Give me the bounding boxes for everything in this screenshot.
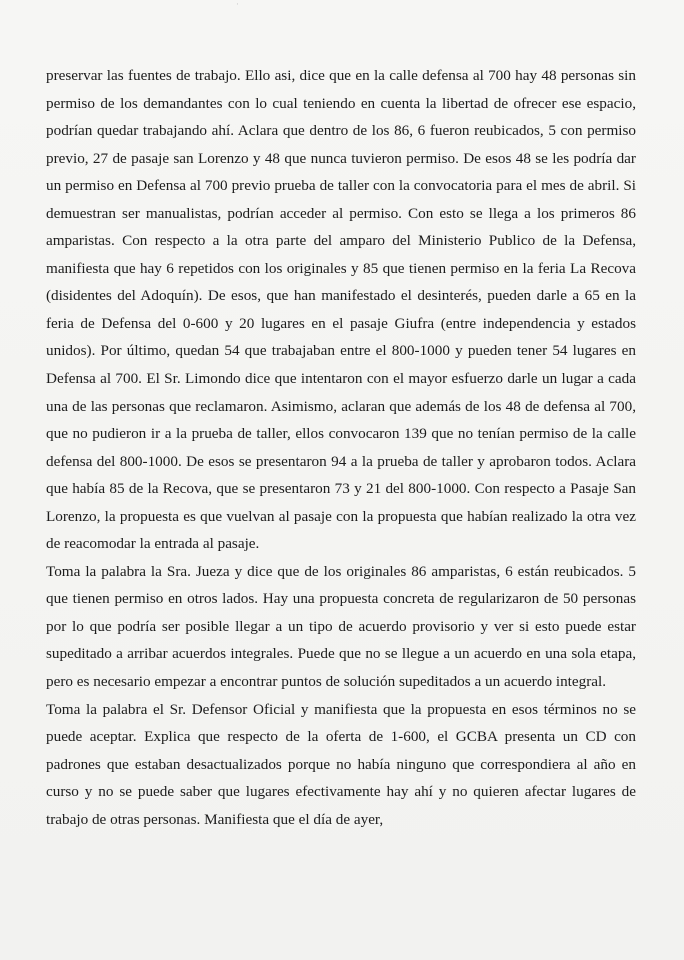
paragraph-3: Toma la palabra el Sr. Defensor Oficial y manifiesta que la propuesta en esos términos no se puede aceptar. Explica que respecto de la oferta de 1-600, el GCBA presenta un CD con padrones que estaban desactualizados porque no había ninguno que correspondiera al año en curso y no se puede saber que lugares efectivamente hay ahí y no quieren afectar lugares de trabajo de otras personas. Manifiesta que el día de ayer, xyxy=(46,700,636,828)
paragraph-1: preservar las fuentes de trabajo. Ello asi, dice que en la calle defensa al 700 hay 48 personas sin permiso de los demandantes con lo cual teniendo en cuenta la libertad de ofrecer ese espacio, podrían quedar trabajando ahí. Aclara que dentro de los 86, 6 fueron reubicados, 5 con permiso previo, 27 de pasaje san Lorenzo y 48 que nunca tuvieron permiso. De esos 48 se les podría dar un permiso en Defensa al 700 previo prueba de taller con la convocatoria para el mes de abril. Si demuestran ser manualistas, podrían acceder al permiso. Con esto se llega a los primeros 86 amparistas. Con respecto a la otra parte del amparo del Ministerio Publico de la Defensa, manifiesta que hay 6 repetidos con los originales y 85 que tienen permiso en la feria La Recova (disidentes del Adoquín). De esos, que han manifestado el desinterés, pueden darle a 65 en la feria de Defensa del 0-600 y 20 lugares en el pasaje Giufra (entre independencia y estados unidos). Por último, quedan 54 que trabajaban entre el 800-1000 y pueden tener 54 lugares en Defensa al 700. El Sr. Limondo dice que intentaron con el mayor esfuerzo darle un lugar a cada una de las personas que reclamaron. Asimismo, aclaran que además de los 48 de defensa al 700, que no pudieron ir a la prueba de taller, ellos convocaron 139 que no tenían permiso de la calle defensa del 800-1000. De esos se presentaron 94 a la prueba de taller y aprobaron todos. Aclara que había 85 de la Recova, que se presentaron 73 y 21 del 800-1000. Con respecto a Pasaje San Lorenzo, la propuesta es que vuelvan al pasaje con la propuesta que habían realizado la otra vez de reacomodar la entrada al pasaje. xyxy=(46,67,636,553)
document-body xyxy=(46,62,636,833)
scan-mark: · xyxy=(236,0,239,10)
paragraph-2: Toma la palabra la Sra. Jueza y dice que de los originales 86 amparistas, 6 están reubicados. 5 que tienen permiso en otros lados. Hay una propuesta concreta de regularizaron de 50 personas por lo que podría ser posible llegar a un tipo de acuerdo provisorio y ver si esto puede estar supeditado a arribar acuerdos integrales. Puede que no se llegue a un acuerdo en una sola etapa, pero es necesario empezar a encontrar puntos de solución supeditados a un acuerdo integral. xyxy=(46,562,636,691)
